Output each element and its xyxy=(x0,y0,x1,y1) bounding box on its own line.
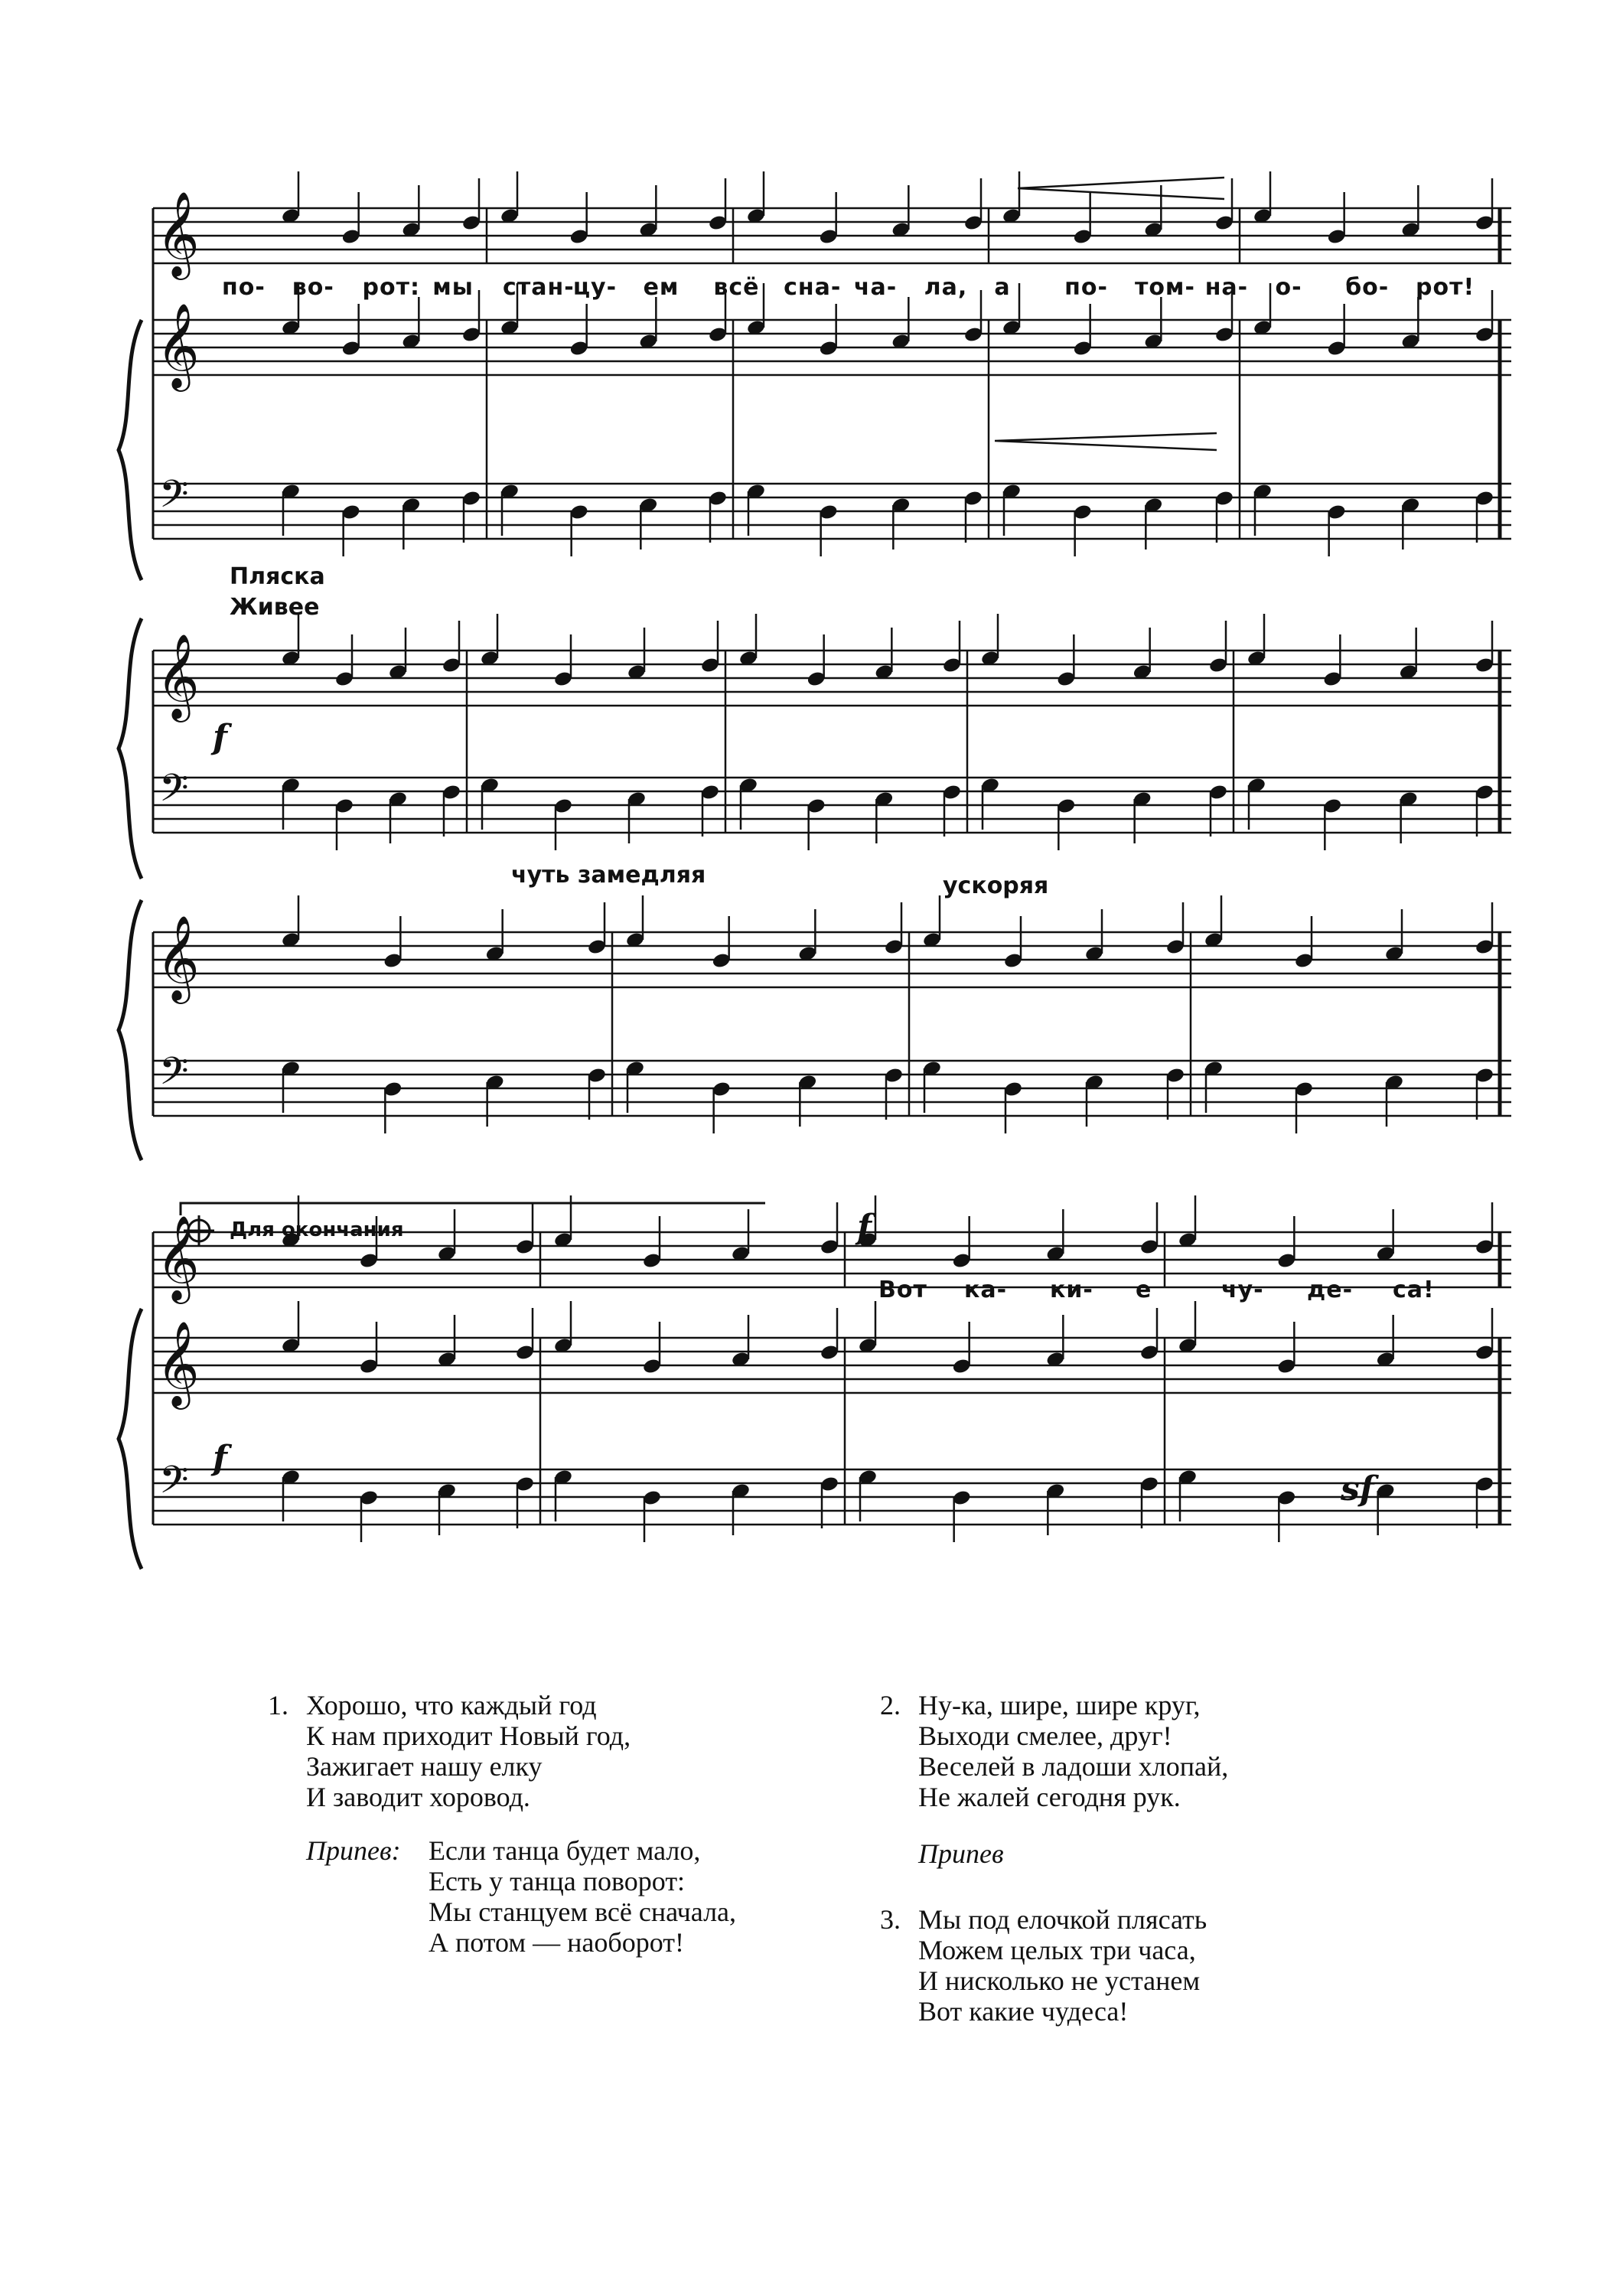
refrain-lines xyxy=(429,1835,736,1958)
treble-clef-icon: 𝄞 xyxy=(156,191,200,276)
lyric-syllable: е xyxy=(1136,1277,1152,1303)
verse-line: Хорошо, что каждый год xyxy=(306,1690,597,1720)
lyric-syllable: чу- xyxy=(1221,1277,1264,1303)
verse-line: А потом — наоборот! xyxy=(429,1927,684,1958)
lyric-syllable: ем xyxy=(643,274,680,301)
bass-clef-icon: 𝄢 xyxy=(159,766,189,820)
dynamic-marking: f xyxy=(213,718,227,757)
lyric-syllable: ча- xyxy=(853,274,898,301)
verse-line: И нисколько не устанем xyxy=(918,1965,1201,1996)
verse-2-lines xyxy=(918,1690,1228,1812)
barlines xyxy=(153,208,1500,1525)
verse-1-lines xyxy=(306,1690,631,1812)
verse-number: 2. xyxy=(880,1690,901,1720)
dynamic-marking: sf xyxy=(1341,1469,1374,1508)
lyric-syllable: во- xyxy=(292,274,334,301)
crescendo-hairpin xyxy=(1018,178,1224,199)
verse-line: И заводит хоровод. xyxy=(306,1782,530,1812)
verse-line: Выходи смелее, друг! xyxy=(918,1720,1172,1751)
lyric-syllable: сна- xyxy=(784,274,842,301)
notes xyxy=(281,171,1494,1542)
verse-line: Веселей в ладоши хлопай, xyxy=(918,1751,1229,1782)
lyric-syllable: бо- xyxy=(1345,274,1390,301)
lyric-syllable: том- xyxy=(1134,274,1195,301)
treble-clef-icon: 𝄞 xyxy=(156,1215,200,1300)
lyric-syllable: всё xyxy=(713,274,760,301)
lyric-syllable: де- xyxy=(1307,1277,1354,1303)
piano-brace-system1 xyxy=(119,320,142,580)
tempo-marking: Пляска xyxy=(230,563,325,590)
lyric-syllable: рот! xyxy=(1416,274,1475,301)
lyric-syllable: цу- xyxy=(572,274,618,301)
treble-clef-icon: 𝄞 xyxy=(156,633,200,719)
bass-clef-icon: 𝄢 xyxy=(159,472,189,526)
verse-line: Мы станцуем всё сначала, xyxy=(429,1896,737,1927)
lyric-syllable: мы xyxy=(432,274,474,301)
piano-brace-system2 xyxy=(119,618,142,879)
tempo-marking: Живее xyxy=(230,594,320,621)
verse-number: 3. xyxy=(880,1904,901,1935)
verse-number: 1. xyxy=(268,1690,288,1720)
verse-line: Зажигает нашу елку xyxy=(306,1751,543,1782)
bass-clef-icon: 𝄢 xyxy=(159,1049,189,1103)
tempo-direction: ускоряя xyxy=(943,872,1049,899)
lyric-syllable: ла, xyxy=(924,274,968,301)
piano-brace-system4 xyxy=(119,1309,142,1569)
staff-lines xyxy=(153,208,1511,1525)
clefs xyxy=(156,191,200,1512)
lyric-syllable: а xyxy=(994,274,1011,301)
lyric-syllable: о- xyxy=(1275,274,1302,301)
treble-clef-icon: 𝄞 xyxy=(156,915,200,1000)
lyric-syllable: ка- xyxy=(964,1277,1008,1303)
lyric-syllable: ки- xyxy=(1050,1277,1093,1303)
verse-line: Не жалей сегодня рук. xyxy=(918,1782,1181,1812)
verse-line: К нам приходит Новый год, xyxy=(306,1720,631,1751)
treble-clef-icon: 𝄞 xyxy=(156,1320,200,1406)
treble-clef-icon: 𝄞 xyxy=(156,302,200,388)
coda-label: Для окончания xyxy=(230,1218,404,1241)
lyric-syllable: на- xyxy=(1204,274,1249,301)
lyric-syllable: са! xyxy=(1393,1277,1435,1303)
lyric-syllable: по- xyxy=(222,274,266,301)
lyric-syllable: рот: xyxy=(362,274,420,301)
verse-line: Мы под елочкой плясать xyxy=(918,1904,1207,1935)
lyric-syllable: стан- xyxy=(503,274,575,301)
lyric-syllable: Вот xyxy=(878,1277,927,1303)
tempo-direction: чуть замедляя xyxy=(511,862,706,889)
coda-bracket xyxy=(181,1203,765,1215)
lyric-syllable: по- xyxy=(1064,274,1108,301)
piano-brace-system3 xyxy=(119,900,142,1160)
verse-3-lines xyxy=(918,1904,1207,2027)
refrain-reference: Припев xyxy=(918,1838,1004,1869)
dynamic-marking: f xyxy=(213,1439,227,1478)
verse-line: Есть у танца поворот: xyxy=(429,1866,686,1896)
dynamic-marking: f xyxy=(857,1208,872,1247)
verse-line: Если танца будет мало, xyxy=(429,1835,701,1866)
verse-line: Вот какие чудеса! xyxy=(918,1996,1129,2027)
verse-line: Ну-ка, шире, шире круг, xyxy=(918,1690,1201,1720)
verse-line: Можем целых три часа, xyxy=(918,1935,1196,1965)
refrain-label: Припев: xyxy=(306,1835,401,1866)
crescendo-hairpin xyxy=(995,433,1217,450)
bass-clef-icon: 𝄢 xyxy=(159,1458,189,1512)
